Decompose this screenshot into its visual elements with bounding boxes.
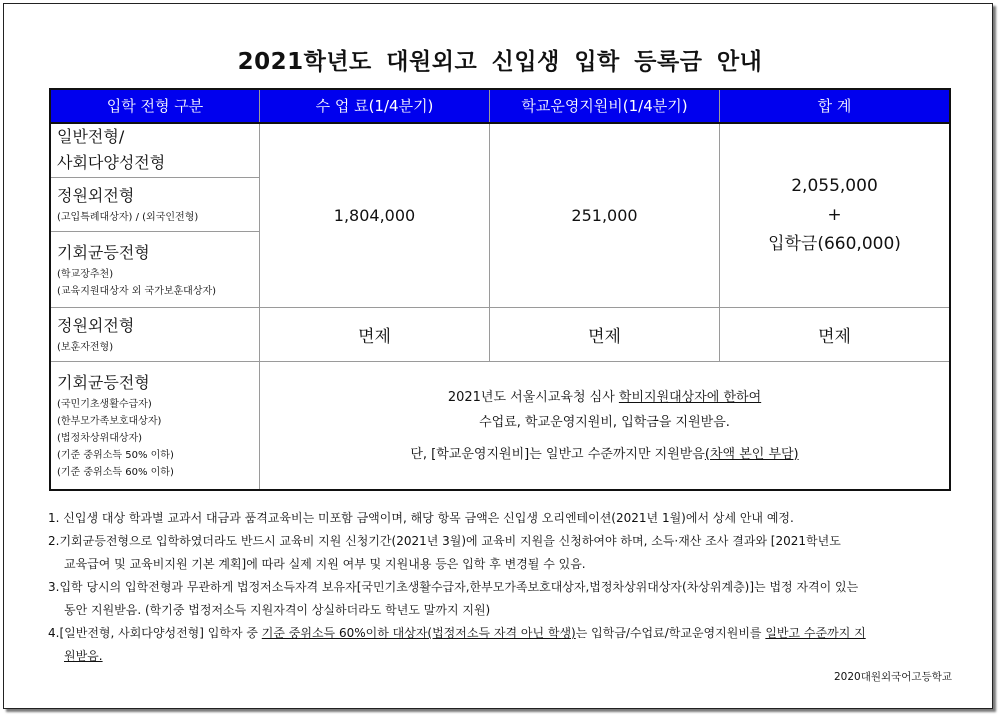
notes-section [48,507,953,668]
note-2-cont: 교육급여 및 교육비지원 기본 계획]에 따라 실제 지원 여부 및 지원내용 등은 입학 후 변경될 수 있음. [64,557,586,571]
type-equal-opportunity: 기회균등전형 (학교장추천) (교육지원대상자 외 국가보훈대상자) [51,232,260,308]
type-general: 일반전형/ 사회다양성전형 [51,123,260,178]
table-header-row [51,90,950,123]
note-3-cont: 동안 지원받음. (학기중 법정저소득 지원자격이 상실하더라도 학년도 말까지 지원) [64,603,491,617]
school-name: 2020대원외국어고등학교 [833,671,952,683]
type-extra-quota: 정원외전형 (고입특례대상자) / (외국인전형) [51,178,260,232]
total-amount: 2,055,000 + 입학금(660,000) [720,123,950,308]
type-veteran: 정원외전형 (보훈자전형) [51,308,260,362]
fee-table [50,89,950,490]
page-title: 2021학년도 대원외고 신입생 입학 등록금 안내 [237,49,763,75]
tuition-amount: 1,804,000 [260,123,490,308]
table-row [51,123,950,178]
note-1: 1. 신입생 대상 학과별 교과서 대금과 품격교육비는 미포함 금액이며, 해당 항목 금액은 신입생 오리엔테이션(2021년 1월)에서 상세 안내 예정. [48,511,794,525]
note-3: 3.입학 당시의 입학전형과 무관하게 법정저소득자격 보유자[국민기초생활수급자,한부모가족보호대상자,법정차상위대상자(차상위계층)]는 법정 자격이 있는 [48,580,859,594]
header-admission-type: 입학 전형 구분 [51,90,260,123]
header-tuition: 수 업 료(1/4분기) [260,90,490,123]
header-total: 합 계 [720,90,950,123]
total-exempt: 면제 [720,308,950,362]
type-low-income: 기회균등전형 (국민기초생활수급자) (한부모가족보호대상자) (법정차상위대상자) (기준 중위소득 50% 이하) (기준 중위소득 60% 이하) [51,362,260,490]
header-support-fee: 학교운영지원비(1/4분기) [490,90,720,123]
support-fee-exempt: 면제 [490,308,720,362]
support-fee-amount: 251,000 [490,123,720,308]
note-2: 2.기회균등전형으로 입학하였더라도 반드시 교육비 지원 신청기간(2021년 3월)에 교육비 지원을 신청하여야 하며, 소득·재산 조사 결과와 [2021학년도 [48,534,841,548]
tuition-exempt: 면제 [260,308,490,362]
note-4-cont: 원받음. [64,649,103,663]
table-row [51,308,950,362]
note-4: 4.[일반전형, 사회다양성전형] 입학자 중 기준 중위소득 60%이하 대상자(법정저소득 자격 아닌 학생)는 입학금/수업료/학교운영지원비를 일반고 수준까지 지 [48,626,866,640]
support-notice: 2021년도 서울시교육청 심사 학비지원대상자에 한하여 수업료, 학교운영지원비, 입학금을 지원받음. 단, [학교운영지원비]는 일반고 수준까지만 지원받음(차액 본인 부담) [260,362,950,490]
table-row [51,362,950,490]
